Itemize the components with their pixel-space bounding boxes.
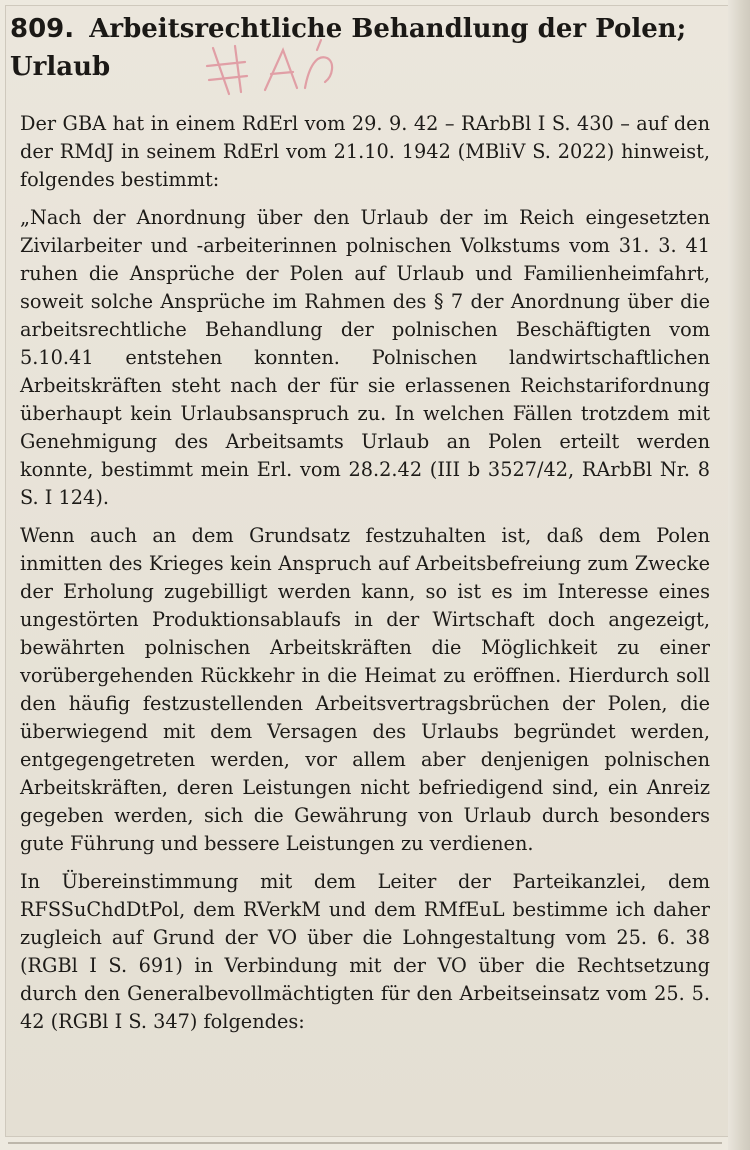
bottom-rule [8,1142,722,1144]
article-body [20,110,710,1046]
paragraph-principle: Wenn auch an dem Grundsatz festzuhalten ist, daß dem Polen inmitten des Krieges kein Anspruch auf Arbeitsbefreiung zum Zwecke der Erholung zugebilligt werden kann, so ist es im Interesse eines ungestörten Produktionsablaufs in der Wirtschaft doch angezeigt, bewährten polnischen Arbeitskräften die Möglichkeit zu einer vorübergehenden Rückkehr in die Heimat zu eröffnen. Hierdurch soll den häufig festzustellenden Arbeitsvertragsbrüchen der Polen, die überwiegend mit dem Versagen des Urlaubs begründet werden, entgegengetreten werden, vor allem aber denjenigen polnischen Arbeitskräften, deren Leistungen nicht befriedigend sind, ein Anreiz gegeben werden, sich die Gewährung von Urlaub durch besonders gute Führung und bessere Leistungen zu verdienen. [20,524,710,855]
page-edge [728,0,750,1150]
paragraph-intro: Der GBA hat in einem RdErl vom 29. 9. 42 – RArbBl I S. 430 – auf den der RMdJ in seinem RdErl vom 21.10. 1942 (MBliV S. 2022) hinweist, folgendes bestimmt: [20,112,710,191]
article-heading: Arbeitsrechtliche Behandlung der Polen; Urlaub [10,14,687,82]
paragraph-agreement: In Übereinstimmung mit dem Leiter der Parteikanzlei, dem RFSSuChdDtPol, dem RVerkM und dem RMfEuL bestimme ich daher zugleich auf Grund der VO über die Lohngestaltung vom 25. 6. 38 (RGBl I S. 691) in Verbindung mit der VO über die Rechtsetzung durch den Generalbevollmächtigten für den Arbeitseinsatz vom 25. 5. 42 (RGBl I S. 347) folgendes: [20,870,710,1033]
paragraph-quote-start: „Nach der Anordnung über den Urlaub der im Reich eingesetzten Zivilarbeiter und -arbeiterinnen polnischen Volkstums vom 31. 3. 41 ruhen die Ansprüche der Polen auf Urlaub und Familienheimfahrt, soweit solche Ansprüche im Rahmen des § 7 der Anordnung über die arbeitsrechtliche Behandlung der polnischen Beschäftigten vom 5.10.41 entstehen konnten. Polnischen landwirtschaftlichen Arbeitskräften steht nach der für sie erlassenen Reichstarifordnung überhaupt kein Urlaubsanspruch zu. In welchen Fällen trotzdem mit Genehmigung des Arbeitsamts Urlaub an Polen erteilt werden konnte, bestimmt mein Erl. vom 28.2.42 (III b 3527/42, RArbBl Nr. 8 S. I 124). [20,206,710,509]
article-number: 809. [10,14,75,44]
article-title [10,10,710,86]
